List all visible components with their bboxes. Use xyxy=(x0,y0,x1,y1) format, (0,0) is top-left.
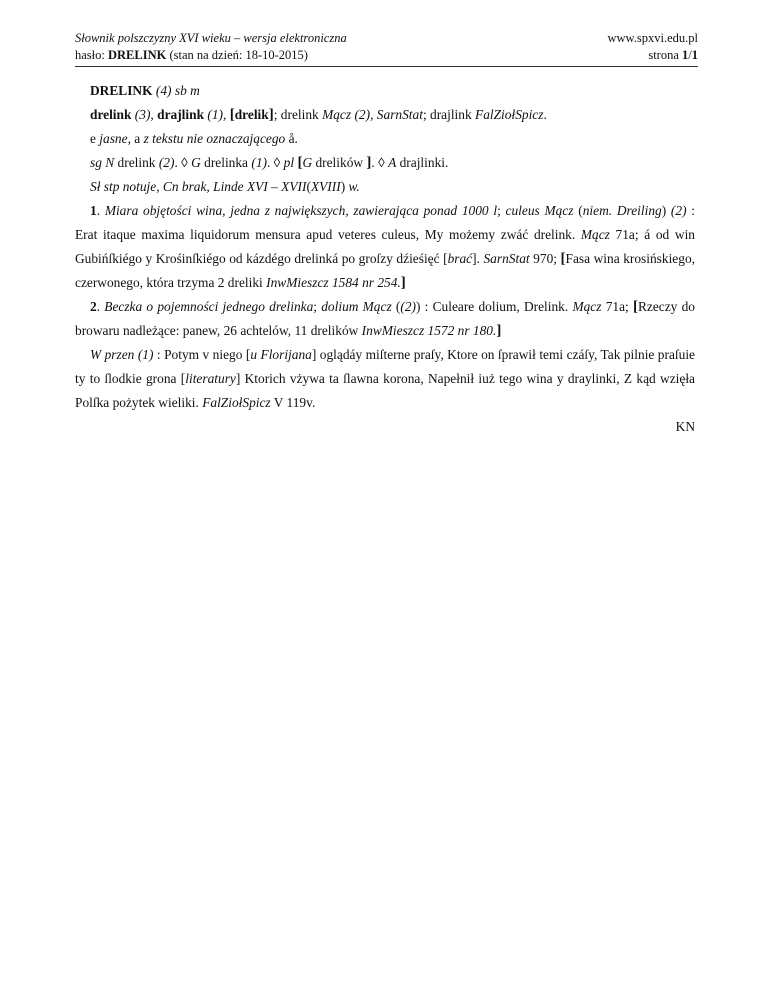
page-label: strona xyxy=(648,48,683,62)
form-text: ; drelink xyxy=(273,107,323,122)
forms-line xyxy=(75,103,695,127)
sense-definition: Beczka o pojemności jednego drelinka xyxy=(104,299,314,314)
sense-2 xyxy=(75,295,695,343)
quotation: : Potym v niego [ xyxy=(153,347,251,362)
quotation: 71a; xyxy=(601,299,633,314)
quotation: 970; xyxy=(529,251,561,266)
headword-line xyxy=(75,79,695,103)
gram-text: . ◊ xyxy=(174,155,192,170)
editorial-note: u Florijana xyxy=(250,347,312,362)
sense-number: 1 xyxy=(90,203,97,218)
quotation: : Erat itaque maxima liquidorum mensura apud veteres culeus, My możemy zwáć drelink. xyxy=(75,203,696,242)
paren: ) xyxy=(661,203,671,218)
paren: ) xyxy=(415,299,421,314)
form: drelik xyxy=(234,107,269,122)
figurative-label: W przen xyxy=(90,347,135,362)
entry-word: DRELINK xyxy=(107,48,167,62)
latin-equivalent: dolium xyxy=(321,299,359,314)
form-count: (3) xyxy=(134,107,151,122)
gram-text: drelinka xyxy=(200,155,252,170)
source: Mącz xyxy=(322,107,352,122)
editorial-note: brać xyxy=(447,251,473,266)
paren: ( xyxy=(395,299,401,314)
editorial-note: literatury xyxy=(185,371,236,386)
gram-text: drelików xyxy=(312,155,367,170)
dot: . xyxy=(96,203,101,218)
separator: ; xyxy=(313,299,322,314)
source: FalZiołSpicz xyxy=(202,395,271,410)
figurative-sense xyxy=(75,343,695,415)
dictionary-title xyxy=(75,30,347,47)
entry-date: (stan na dzień: 18-10-2015) xyxy=(166,48,308,62)
phon-italic: jasne xyxy=(99,131,128,146)
entry-status xyxy=(75,47,347,64)
comma: , xyxy=(150,107,154,122)
paren: ( xyxy=(306,179,311,194)
comma: , xyxy=(223,107,227,122)
header-left xyxy=(75,30,347,64)
gram-count: (2) xyxy=(158,155,175,170)
dot: . xyxy=(543,107,547,122)
part-of-speech: sb m xyxy=(174,83,200,98)
phon-text: , a xyxy=(127,131,144,146)
bracket: [ xyxy=(229,107,235,123)
source: Mącz xyxy=(544,203,574,218)
dot: . xyxy=(96,299,101,314)
source: Mącz xyxy=(362,299,392,314)
quotation: Fasa wina krosińskiego, czerwonego, która trzyma 2 dreliki xyxy=(75,251,695,290)
german-equivalent: niem. Dreiling xyxy=(582,203,662,218)
phon-text: e xyxy=(90,131,100,146)
form: drelink xyxy=(90,107,132,122)
source: Mącz xyxy=(580,227,610,242)
phon-italic: z tekstu nie oznaczającego xyxy=(143,131,286,146)
bracket: ] xyxy=(400,275,406,291)
source: SarnStat xyxy=(376,107,423,122)
sense-count: (1) xyxy=(137,347,154,362)
paren: ( xyxy=(573,203,583,218)
quotation: 71a; á od win Gubińſkiégo y Krośinſkiégo od kázdégo drelinká po groſzy dźieśięć [ xyxy=(75,227,695,266)
source: SarnStat xyxy=(483,251,530,266)
source: InwMieszcz 1572 nr 180. xyxy=(361,323,497,338)
phonetic-line xyxy=(75,127,695,151)
page-current: 1 xyxy=(682,48,689,62)
sense-count: (2) xyxy=(670,203,687,218)
paren: ) xyxy=(340,179,349,194)
quotation: ]. xyxy=(472,251,484,266)
source: FalZiołSpicz xyxy=(475,107,544,122)
gram-label: pl xyxy=(283,155,295,170)
quotation: : Culeare dolium, Drelink. xyxy=(420,299,573,314)
quotation: V 119v. xyxy=(270,395,316,410)
bracket: ] xyxy=(496,323,502,339)
latin-equivalent: culeus xyxy=(505,203,540,218)
gram-count: (1) xyxy=(251,155,267,170)
gram-label: A xyxy=(388,155,397,170)
header-divider xyxy=(75,66,698,67)
source: Mącz xyxy=(572,299,602,314)
form-text: ; drajlink xyxy=(422,107,476,122)
quotation: ] Ktorich vżywa ta ſlawna korona, Napełnił iuż tego wina y draylinki, Z kąd wzięła Polſka pożytek wieliki. xyxy=(75,371,695,410)
dictionary-title-text: Słownik polszczyzny XVI wieku – wersja elektroniczna xyxy=(75,31,347,45)
gram-label: G xyxy=(191,155,201,170)
headword-count: (4) xyxy=(155,83,172,98)
sense-definition: Miara objętości wina, jedna z największych, zawierająca ponad 1000 l xyxy=(104,203,498,218)
dictionary-notes-line xyxy=(75,175,695,199)
source: InwMieszcz 1584 nr 254. xyxy=(266,275,401,290)
separator: ; xyxy=(497,203,506,218)
gram-text: . ◊ xyxy=(371,155,389,170)
grammar-line xyxy=(75,151,695,175)
page-number xyxy=(607,47,698,64)
quotation: ] oglądáy miſterne praſy, Ktore on ſprawił temi czáſy, Tak pilnie praſuie ty to ſlodkie grona [ xyxy=(75,347,695,386)
headword: DRELINK xyxy=(90,83,153,98)
gram-label: sg N xyxy=(90,155,115,170)
source-count: (2) xyxy=(354,107,371,122)
bracket: [ xyxy=(297,155,303,171)
entry-body xyxy=(75,79,695,439)
gram-label: G xyxy=(302,155,313,170)
bracket: ] xyxy=(268,107,274,123)
notes-text: XVIII xyxy=(310,179,341,194)
quotation: Rzeczy do browaru nadleżące: panew, 26 achtelów, 11 drelików xyxy=(75,299,695,338)
page-separator: / xyxy=(688,48,692,62)
gram-text: drelink xyxy=(114,155,159,170)
header-right xyxy=(607,30,698,64)
comma: , xyxy=(370,107,374,122)
gram-text: drajlinki. xyxy=(396,155,449,170)
form-count: (1) xyxy=(207,107,224,122)
bracket: [ xyxy=(632,299,638,315)
sense-count: (2) xyxy=(400,299,416,314)
author-signature: KN xyxy=(675,419,695,434)
entry-label: hasło: xyxy=(75,48,108,62)
sense-1 xyxy=(75,199,695,295)
page-total: 1 xyxy=(691,48,698,62)
notes-text: w. xyxy=(348,179,360,194)
bracket: [ xyxy=(560,251,566,267)
site-url[interactable]: www.spxvi.edu.pl xyxy=(607,31,698,45)
form: drajlink xyxy=(157,107,205,122)
phon-text: å. xyxy=(285,131,298,146)
sense-number: 2 xyxy=(90,299,97,314)
gram-text: . ◊ xyxy=(266,155,284,170)
notes-text: Sł stp notuje, Cn brak, Linde XVI – XVII xyxy=(90,179,307,194)
bracket: ] xyxy=(366,155,372,171)
